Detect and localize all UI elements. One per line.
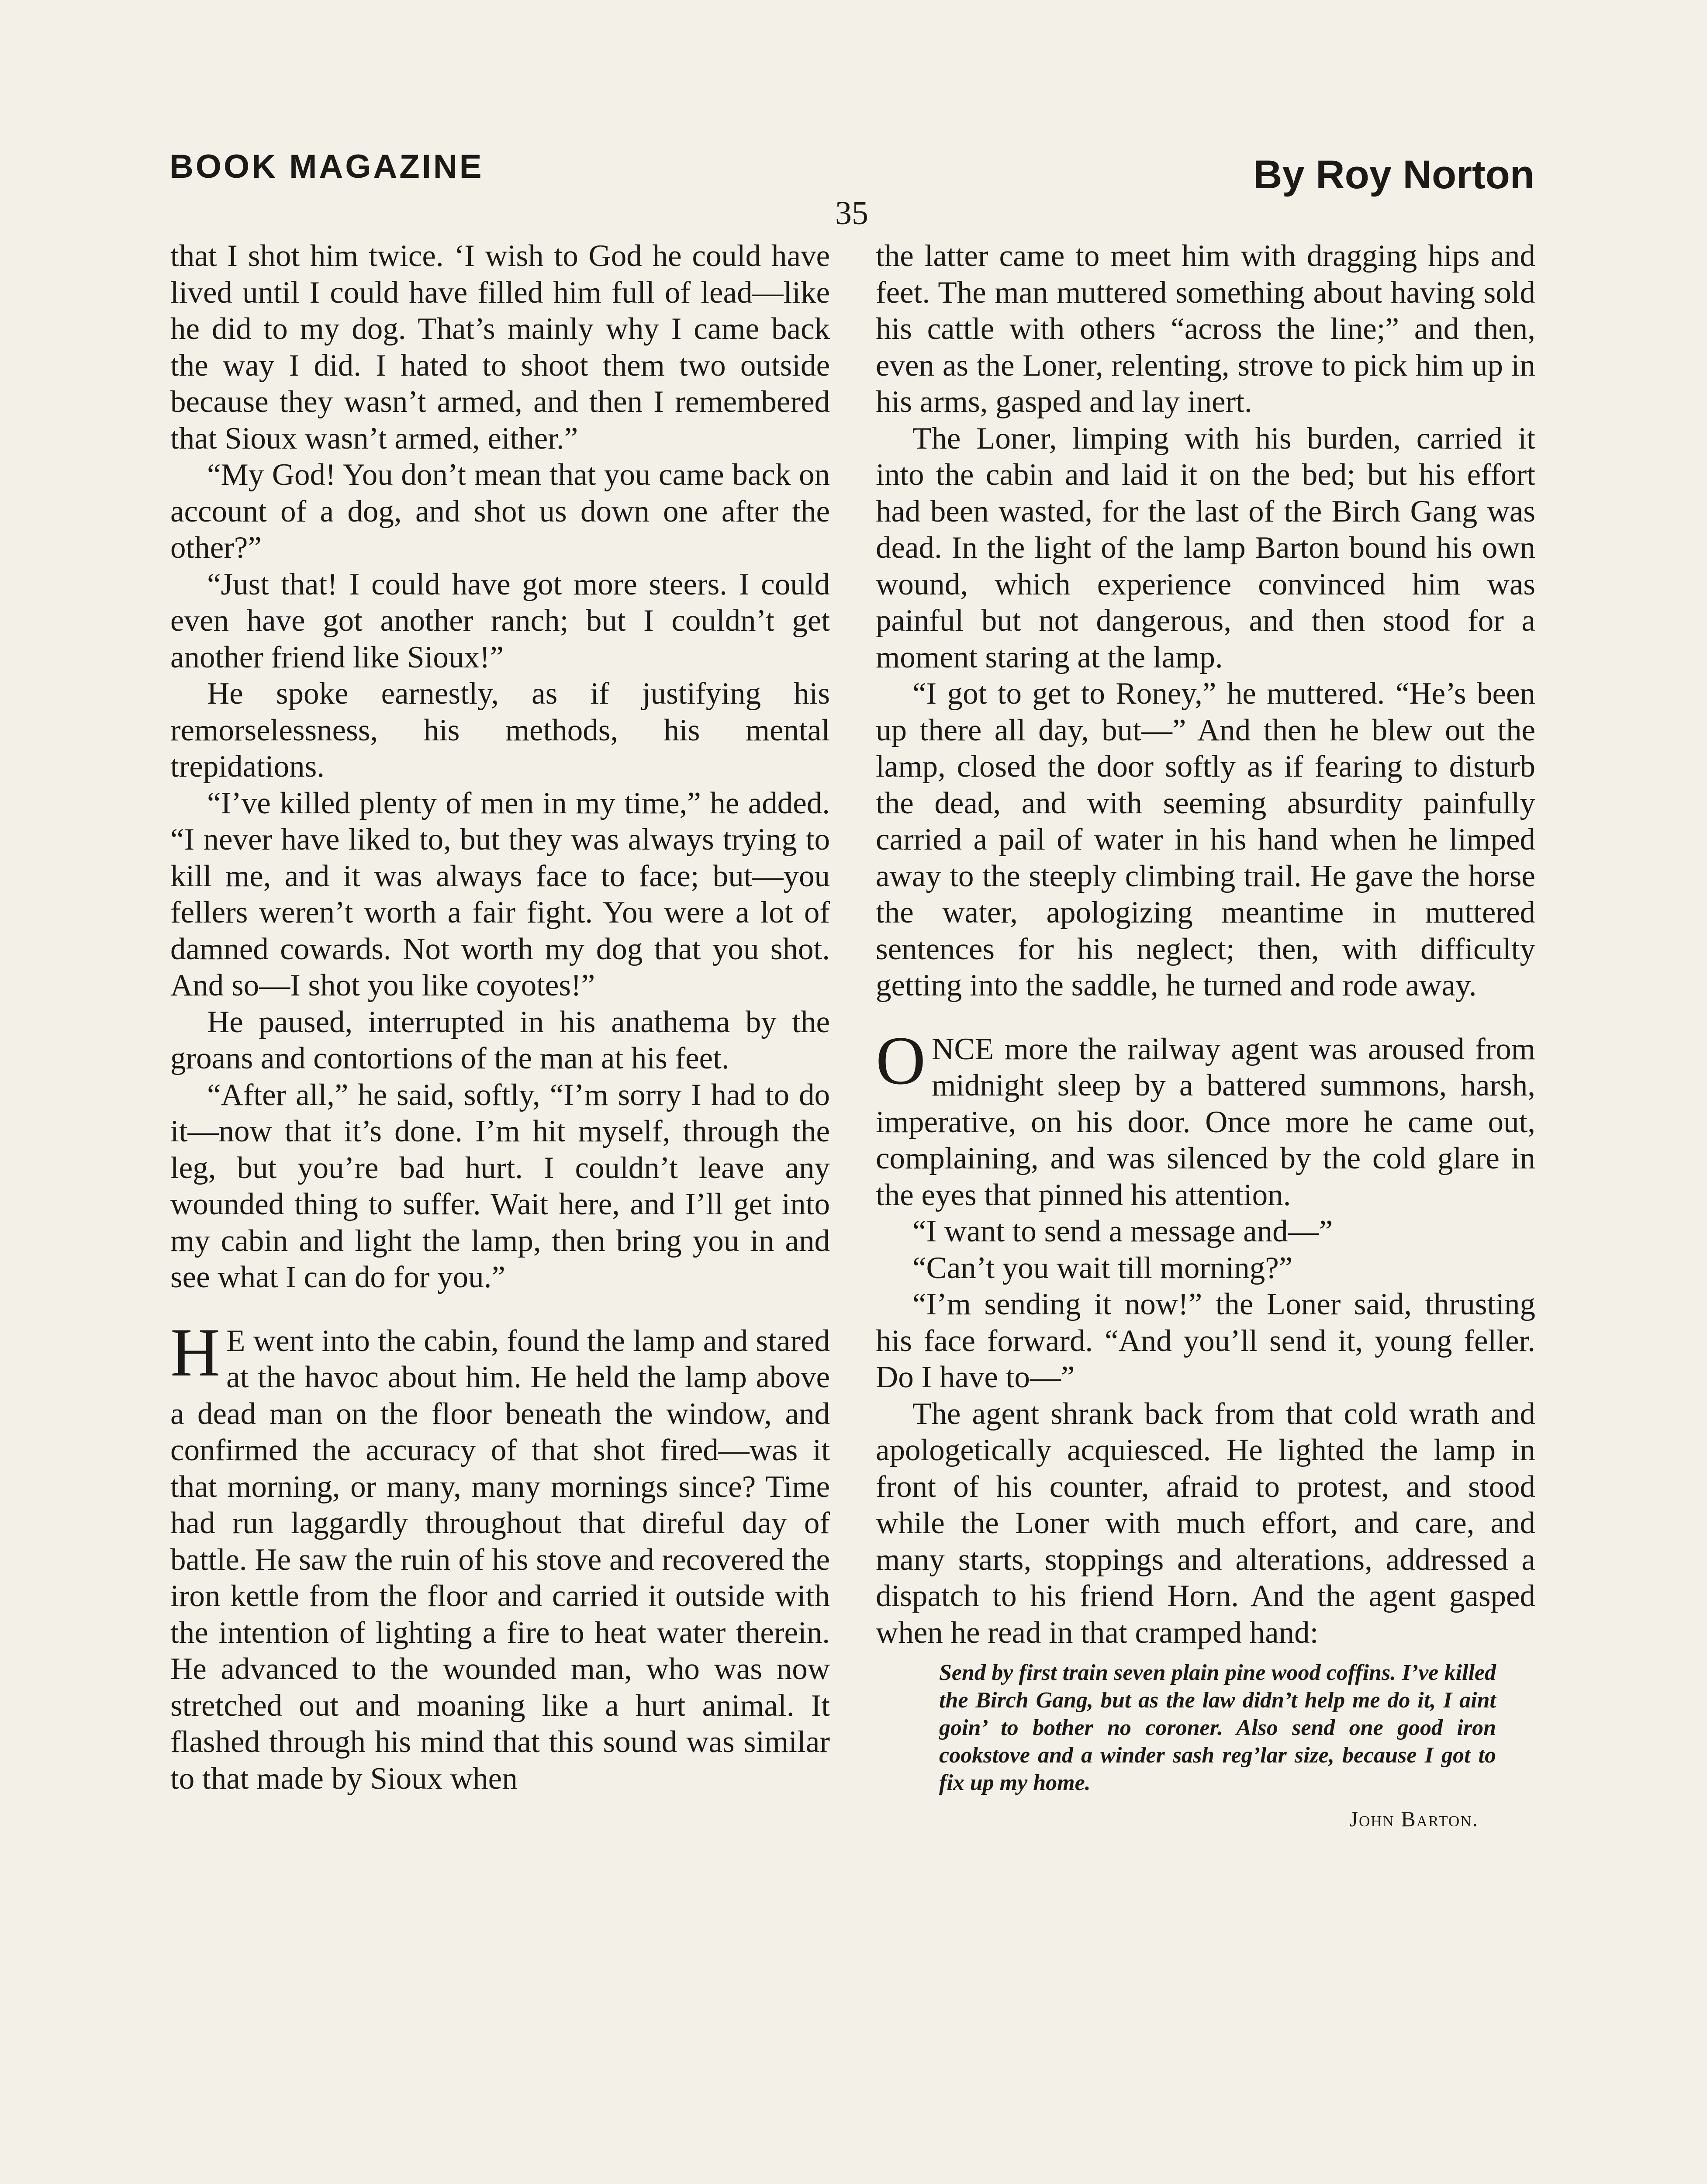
drop-cap: O — [876, 1022, 926, 1099]
right-column — [876, 238, 1535, 1838]
paragraph: “I’m sending it now!” the Loner said, thrusting his face forward. “And you’ll send it, young feller. Do I have to—” — [876, 1287, 1535, 1394]
section-text: E went into the cabin, found the lamp and stared at the havoc about him. He held the lamp above a dead man on the floor beneath the window, and confirmed the accuracy of that shot fired—was it that morning, or many, many mornings since? Time had run laggardly throughout that direful day of battle. He saw the ruin of his stove and recovered the iron kettle from the floor and carried it outside with the intention of lighting a fire to heat water therein. He advanced to the wounded man, who was now stretched out and moaning like a hurt animal. It flashed through his mind that this sound was similar to that made by Sioux when — [170, 1324, 830, 1796]
paragraph: “Just that! I could have got more steers. I could even have got another ranch; but I couldn’t get another friend like Sioux!” — [170, 567, 830, 674]
paragraph: The Loner, limping with his burden, carried it into the cabin and laid it on the bed; but his effort had been wasted, for the last of the Birch Gang was dead. In the light of the lamp Barton bound his own wound, which experience convinced him was painful but not dangerous, and then stood for a moment staring at the lamp. — [876, 421, 1535, 674]
section-opening-paragraph — [876, 1022, 1535, 1214]
telegram-letter: Send by first train seven plain pine wood coffins. I’ve killed the Birch Gang, but as the law didn’t help me do it, I aint goin’ to bother no coroner. Also send one good iron cookstove and a winder sash reg’lar size, because I got to fix up my home. — [939, 1660, 1496, 1795]
paragraph: The agent shrank back from that cold wrath and apologetically acquiesced. He lighted the lamp in front of his counter, afraid to protest, and stood while the Loner with much effort, and care, and many starts, stoppings and alterations, addressed a dispatch to his friend Horn. And the agent gasped when he read in that cramped hand: — [876, 1396, 1535, 1650]
paragraph: He spoke earnestly, as if justifying his remorselessness, his methods, his mental trepidations. — [170, 677, 830, 784]
paragraph: “Can’t you wait till morning?” — [912, 1251, 1293, 1285]
paragraph: that I shot him twice. ‘I wish to God he could have lived until I could have filled him full of lead—like he did to my dog. That’s mainly why I came back the way I did. I hated to shoot them two outside because they wasn’t armed, and then I remembered that Sioux wasn’t armed, either.” — [170, 239, 830, 456]
page-number: 35 — [835, 195, 868, 232]
paragraph: “After all,” he said, softly, “I’m sorry I had to do it—now that it’s done. I’m hit myself, through the leg, but you’re bad hurt. I couldn’t leave any wounded thing to suffer. Wait here, and I’ll get into my cabin and light the lamp, then bring you in and see what I can do for you.” — [170, 1078, 830, 1294]
paragraph: “My God! You don’t mean that you came back on account of a dog, and shot us down one after the other?” — [170, 458, 830, 565]
paragraph: “I’ve killed plenty of men in my time,” he added. “I never have liked to, but they was always trying to kill me, and it was always face to face; but—you fellers weren’t worth a fair fight. You were a lot of damned cowards. Not worth my dog that you shot. And so—I shot you like coyotes!” — [170, 786, 830, 1002]
paragraph: the latter came to meet him with dragging hips and feet. The man muttered something about having sold his cattle with others “across the line;” and then, even as the Loner, relenting, strove to pick him up in his arms, gasped and lay inert. — [876, 239, 1535, 419]
signature: John Barton. — [1349, 1807, 1479, 1831]
drop-cap: H — [170, 1314, 221, 1391]
section-lead: NCE — [932, 1032, 994, 1066]
section-opening-paragraph — [170, 1314, 830, 1797]
paragraph: “I want to send a message and—” — [912, 1214, 1333, 1248]
magazine-title: BOOK MAGAZINE — [169, 148, 484, 185]
author-byline: By Roy Norton — [1253, 152, 1534, 197]
paragraph: “I got to get to Roney,” he muttered. “He’s been up there all day, but—” And then he blew out the lamp, closed the door softly as if fearing to disturb the dead, and with seeming absurdity painfully carried a pail of water in his hand when he limped away to the steeply climbing trail. He gave the horse the water, apologizing meantime in muttered sentences for his neglect; then, with difficulty getting into the saddle, he turned and rode away. — [876, 677, 1535, 1002]
section-text: more the railway agent was aroused from midnight sleep by a battered summons, harsh, imperative, on his door. Once more he came out, complaining, and was silenced by the cold glare in the eyes that pinned his attention. — [876, 1032, 1535, 1212]
paragraph: He paused, interrupted in his anathema by the groans and contortions of the man at his feet. — [170, 1005, 830, 1075]
left-column — [170, 238, 830, 1797]
